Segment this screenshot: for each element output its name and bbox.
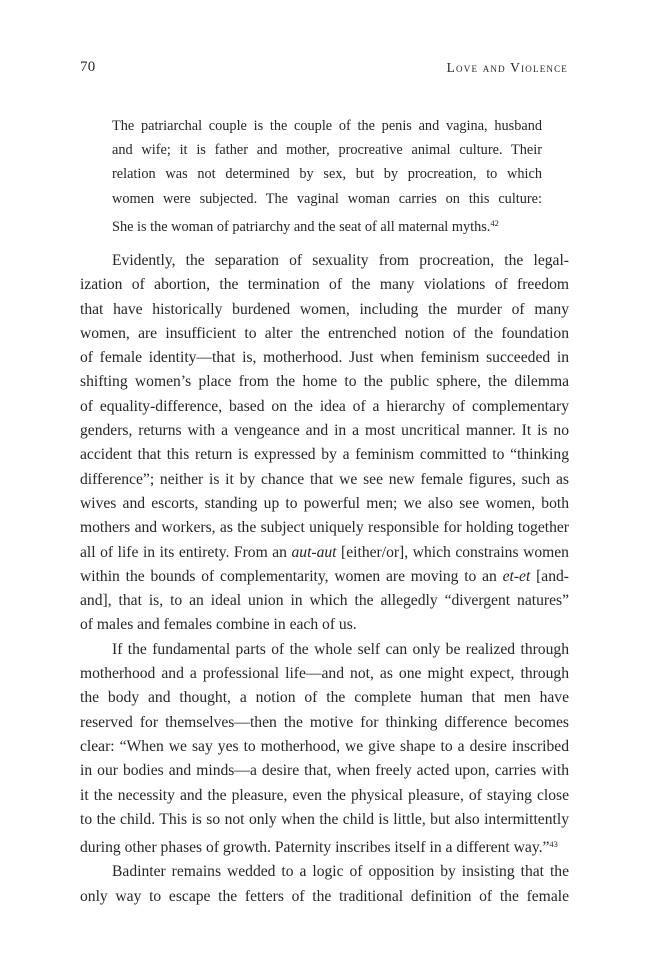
text-line: of males and females combine in each of us. [80,616,357,634]
text-line: only way to escape the fetters of the traditional definition of the female [80,887,569,905]
text-line: of equality-difference, based on the idea of a hierarchy of complementary [80,397,569,415]
quote-line: The patriarchal couple is the couple of the penis and vagina, husband [112,118,542,134]
footnote-ref: 43 [549,839,558,850]
quote-line: and wife; it is father and mother, procreative animal culture. Their [112,142,542,159]
text-run: within the bounds of complementarity, women are moving to an [80,567,503,585]
page-number: 70 [80,59,96,75]
text-line: accident that this return is expressed by a feminism committed to “thinking [80,446,569,464]
quote-line: relation was not determined by sex, but by procreation, to which [112,166,542,183]
text-line: of female identity—that is, motherhood. Just when feminism succeeded in [80,349,569,367]
text-line: reserved for themselves—then the motive for thinking difference becomes [80,713,569,731]
text-line: and], that is, to an ideal union in which the allegedly “divergent natures” [80,592,569,610]
text-run: all of life in its entirety. From an [80,543,292,561]
text-line: wives and escorts, standing up to powerful men; we also see women, both [80,494,569,512]
text-line [80,541,569,565]
text-line: women, are insufficient to alter the entrenched notion of the foundation [80,324,569,342]
text-line: ization of abortion, the termination of the many violations of freedom [80,276,569,294]
text-line: to the child. This is so not only when the child is little, but also intermittently [80,810,569,828]
text-line: that have historically burdened women, including the murder of many [80,300,569,318]
text-line [80,565,569,589]
text-line: genders, returns with a vengeance and in a most uncritical manner. It is no [80,422,569,440]
text-run: [and- [530,567,569,585]
text-line: shifting women’s place from the home to the public sphere, the dilemma [80,373,569,391]
text-line: clear: “When we say yes to motherhood, we give shape to a desire inscribed [80,737,569,755]
text-line: Evidently, the separation of sexuality from procreation, the legal- [112,252,569,269]
italic-term: aut-aut [291,543,337,561]
text-line [80,832,569,860]
paragraph [80,638,569,861]
quote-line-text: She is the woman of patriarchy and the seat of all maternal myths. [112,218,491,235]
page-header [80,59,568,79]
text-run: [either/or], which constrains women [336,543,569,561]
body-text [80,249,569,909]
block-quote [112,114,542,239]
italic-term: et-et [502,567,531,585]
text-line: If the fundamental parts of the whole self can only be realized through [112,640,569,658]
quote-line: women were subjected. The vaginal woman carries on this culture: [112,190,542,207]
paragraph [80,249,569,638]
text-line: mothers and workers, as the subject uniquely responsible for holding together [80,519,569,537]
running-head: Love and Violence [446,60,568,75]
paragraph [80,860,569,909]
text-line: in our bodies and minds—a desire that, when freely acted upon, carries with [80,762,569,780]
text-line: difference”; neither is it by chance that we see new female figures, such as [80,470,569,488]
quote-line [112,211,542,239]
text-line: the body and thought, a notion of the complete human that men have [80,689,569,707]
text-line: Badinter remains wedded to a logic of opposition by insisting that the [112,863,569,881]
text-line: motherhood and a professional life—and not, as one might expect, through [80,665,569,683]
text-line: it the necessity and the pleasure, even the physical pleasure, of staying close [80,786,569,804]
text-run: during other phases of growth. Paternity inscribes itself in a different way.” [80,839,550,857]
footnote-ref: 42 [490,217,499,228]
